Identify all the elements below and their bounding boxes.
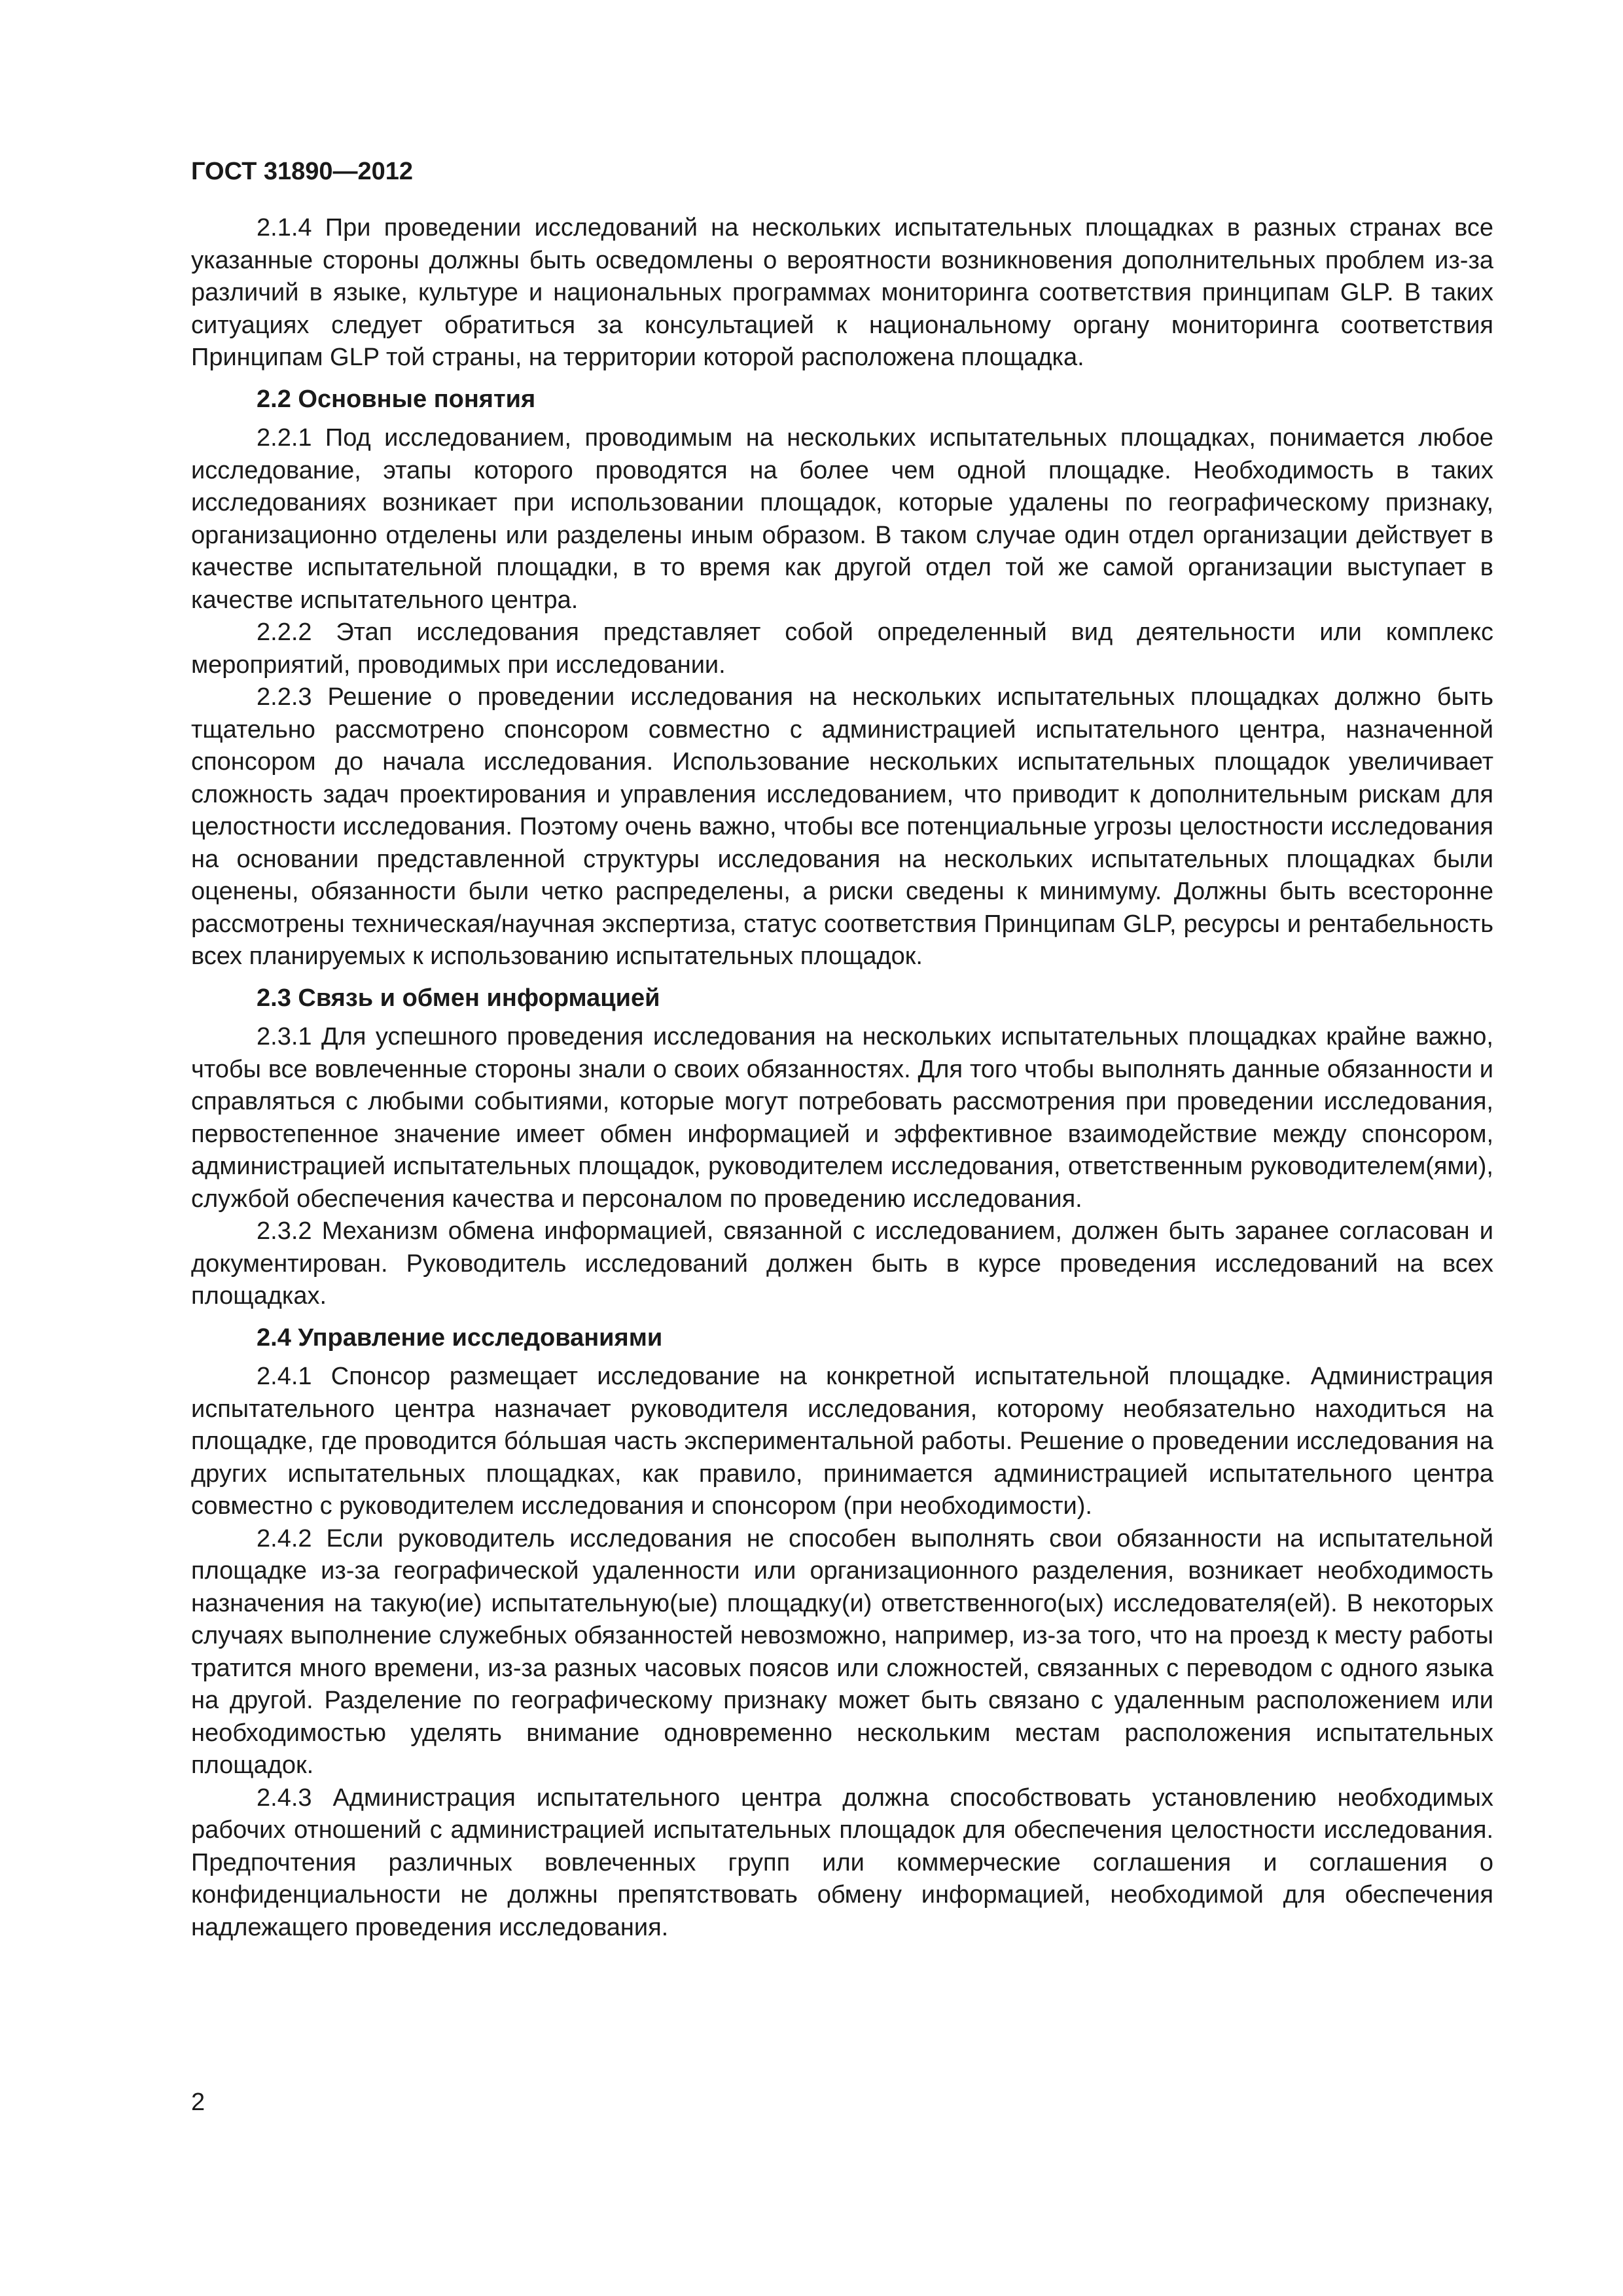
- paragraph-2-2-3: 2.2.3 Решение о проведении исследования на нескольких испытательных площадках должно быть тщательно рассмотрено спонсором совместно с администрацией испытательного центра, назначенной спонсором до начала исследования. Использование нескольких испытательных площадок увеличивает сложность задач проектирования и управления исследованием, что приводит к дополнительным рискам для целостности исследования. Поэтому очень важно, чтобы все потенциальные угрозы целостности исследования на основании представленной структуры исследования на нескольких испытательных площадках были оценены, обязанности были четко распределены, а риски сведены к минимуму. Должны быть всесторонне рассмотрены техническая/научная экспертиза, статус соответствия Принципам GLP, ресурсы и рентабельность всех планируемых к использованию испытательных площадок.: [191, 683, 1493, 970]
- paragraph-2-4-2: 2.4.2 Если руководитель исследования не способен выполнять свои обязанности на испытательной площадке из-за географической удаленности или организационного разделения, возникает необходимость назначения на такую(ие) испытательную(ые) площадку(и) ответственного(ых) исследователя(ей). В некоторых случаях выполнение служебных обязанностей невозможно, например, из-за того, что на проезд к месту работы тратится много времени, из-за разных часовых поясов или сложностей, связанных с переводом с одного языка на другой. Разделение по географическому признаку может быть связано с удаленным расположением или необходимостью уделять внимание одновременно нескольким местам расположения испытательных площадок.: [191, 1524, 1493, 1779]
- section-heading: 2.2 Основные понятия: [257, 385, 536, 413]
- paragraph-2-2-2: 2.2.2 Этап исследования представляет собой определенный вид деятельности или комплекс мероприятий, проводимых при исследовании.: [191, 619, 1493, 679]
- section-heading: 2.4 Управление исследованиями: [257, 1323, 663, 1352]
- page-number: 2: [191, 2089, 205, 2116]
- document-page: [191, 156, 1493, 1944]
- paragraph-2-4-3: 2.4.3 Администрация испытательного центра должна способствовать установлению необходимых рабочих отношений с администрацией испытательных площадок для обеспечения целостности исследования. Предпочтения различных вовлеченных групп или коммерческие соглашения и соглашения о конфиденциальности не должны препятствовать обмену информацией, необходимой для обеспечения надлежащего проведения исследования.: [191, 1784, 1493, 1941]
- section-heading: 2.3 Связь и обмен информацией: [257, 984, 660, 1012]
- paragraph-2-2-1: 2.2.1 Под исследованием, проводимым на нескольких испытательных площадках, понимается любое исследование, этапы которого проводятся на более чем одной площадке. Необходимость в таких исследованиях возникает при использовании площадок, которые удалены по географическому признаку, организационно отделены или разделены иным образом. В таком случае один отдел организации действует в качестве испытательной площадки, в то время как другой отдел той же самой организации выступает в качестве испытательного центра.: [191, 424, 1493, 614]
- section-2-3: [191, 982, 1493, 1313]
- paragraph-2-1-4: 2.1.4 При проведении исследований на нескольких испытательных площадках в разных странах все указанные стороны должны быть осведомлены о вероятности возникновения дополнительных проблем из-за различий в языке, культуре и национальных программах мониторинга соответствия принципам GLP. В таких ситуациях следует обратиться за консультацией к национальному органу мониторинга соответствия Принципам GLP той страны, на территории которой расположена площадка.: [191, 214, 1493, 371]
- paragraph-2-3-1: 2.3.1 Для успешного проведения исследования на нескольких испытательных площадках крайне важно, чтобы все вовлеченные стороны знали о своих обязанностях. Для того чтобы выполнять данные обязанности и справляться с любыми событиями, которые могут потребовать рассмотрения при проведении исследования, первостепенное значение имеет обмен информацией и эффективное взаимодействие между спонсором, администрацией испытательных площадок, руководителем исследования, ответственным руководителем(ями), службой обеспечения качества и персоналом по проведению исследования.: [191, 1023, 1493, 1213]
- paragraph-2-3-2: 2.3.2 Механизм обмена информацией, связанной с исследованием, должен быть заранее согласован и документирован. Руководитель исследований должен быть в курсе проведения исследований на всех площадках.: [191, 1217, 1493, 1310]
- section-2-2: [191, 384, 1493, 973]
- document-id-header: ГОСТ 31890—2012: [191, 158, 414, 185]
- section-2-4: [191, 1322, 1493, 1945]
- paragraph-2-4-1: 2.4.1 Спонсор размещает исследование на конкретной испытательной площадке. Администрация испытательного центра назначает руководителя исследования, которому необязательно находиться на площадке, где проводится бо́льшая часть экспериментальной работы. Решение о проведении исследования на других испытательных площадках, как правило, принимается администрацией испытательного центра совместно с руководителем исследования и спонсором (при необходимости).: [191, 1363, 1493, 1520]
